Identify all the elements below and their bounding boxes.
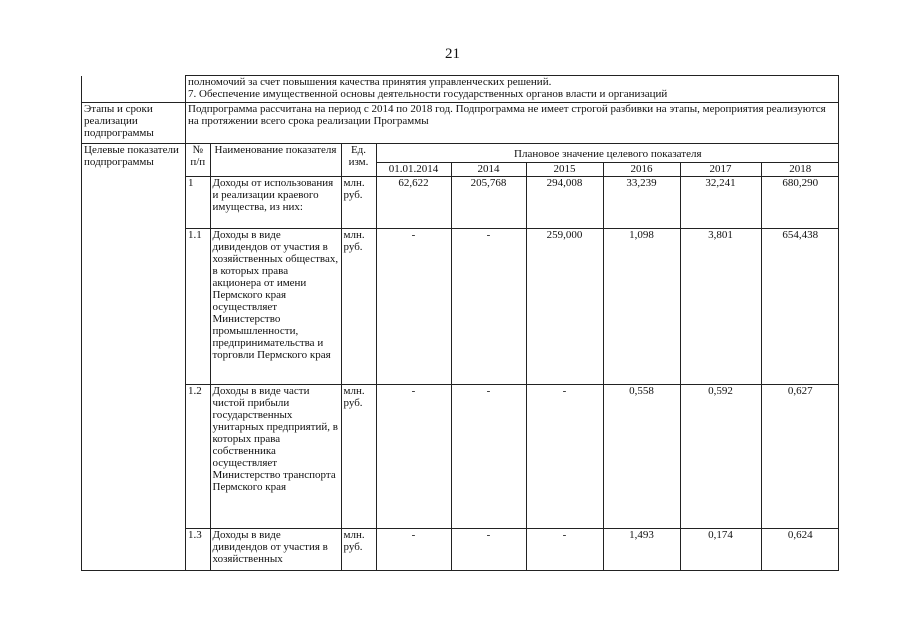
row-value: -: [451, 384, 526, 528]
row-value: -: [451, 528, 526, 570]
row-name: Доходы от использования и реализации краевого имущества, из них:: [210, 176, 341, 228]
row-value: 32,241: [680, 176, 761, 228]
row-value: -: [376, 228, 451, 384]
row-value: 3,801: [680, 228, 761, 384]
targets-cell: [186, 144, 839, 571]
stages-row: [82, 103, 839, 144]
page-number: 21: [445, 46, 460, 62]
row-num: 1.1: [186, 228, 210, 384]
row-value: 205,768: [451, 176, 526, 228]
row-name: Доходы в виде части чистой прибыли государственных унитарных предприятий, в которых права собственника осуществляет Министерство транспорта Пермского края: [210, 384, 341, 528]
row-value: 259,000: [526, 228, 603, 384]
targets-row: [82, 144, 839, 571]
header-year: 2018: [761, 162, 839, 176]
row-value: 0,592: [680, 384, 761, 528]
header-year: 01.01.2014: [376, 162, 451, 176]
row-value: 33,239: [603, 176, 680, 228]
continuation-row: [82, 76, 839, 103]
row-unit: млн. руб.: [341, 176, 376, 228]
header-year: 2014: [451, 162, 526, 176]
row-value: 1,493: [603, 528, 680, 570]
targets-label: Целевые показатели подпрограммы: [82, 144, 186, 571]
row-unit: млн. руб.: [341, 528, 376, 570]
continuation-line-1: полномочий за счет повышения качества принятия управленческих решений.: [188, 76, 552, 88]
header-year: 2015: [526, 162, 603, 176]
row-unit: млн. руб.: [341, 228, 376, 384]
row-value: 0,174: [680, 528, 761, 570]
stages-text: Подпрограмма рассчитана на период с 2014 по 2018 год. Подпрограмма не имеет строгой разбивки на этапы, мероприятия реализуются на протяжении всего срока реализации Программы: [186, 103, 839, 144]
row-value: 294,008: [526, 176, 603, 228]
header-row-1: [186, 144, 839, 162]
row-value: 1,098: [603, 228, 680, 384]
row-value: 0,558: [603, 384, 680, 528]
table-row: [186, 228, 839, 384]
continuation-line-2: 7. Обеспечение имущественной основы деятельности государственных органов власти и организаций: [188, 88, 668, 100]
continuation-cell: [186, 76, 839, 103]
passport-table: [81, 75, 839, 571]
row-num: 1.2: [186, 384, 210, 528]
row-value: -: [376, 528, 451, 570]
table-row: [186, 176, 839, 228]
header-unit: Ед. изм.: [341, 144, 376, 176]
row-value: 654,438: [761, 228, 839, 384]
header-year: 2016: [603, 162, 680, 176]
header-num: № п/п: [186, 144, 210, 176]
row-value: 680,290: [761, 176, 839, 228]
indicator-table: [186, 144, 839, 570]
row-name: Доходы в виде дивидендов от участия в хозяйственных обществах, в которых права акционера от имени Пермского края осуществляет Министерство промышленности, предпринимательства и торговли Пермского края: [210, 228, 341, 384]
row-value: 0,627: [761, 384, 839, 528]
stages-label: Этапы и сроки реализации подпрограммы: [82, 103, 186, 144]
row-value: 62,622: [376, 176, 451, 228]
row-name: Доходы в виде дивидендов от участия в хозяйственных: [210, 528, 341, 570]
row-value: 0,624: [761, 528, 839, 570]
table-row: [186, 384, 839, 528]
header-year: 2017: [680, 162, 761, 176]
row-num: 1.3: [186, 528, 210, 570]
row-unit: млн. руб.: [341, 384, 376, 528]
row-value: -: [451, 228, 526, 384]
header-planned: Плановое значение целевого показателя: [376, 144, 839, 162]
row-value: -: [526, 384, 603, 528]
continuation-label-cell: [82, 76, 186, 103]
row-value: -: [376, 384, 451, 528]
header-name: Наименование показателя: [210, 144, 341, 176]
row-num: 1: [186, 176, 210, 228]
row-value: -: [526, 528, 603, 570]
table-row: [186, 528, 839, 570]
